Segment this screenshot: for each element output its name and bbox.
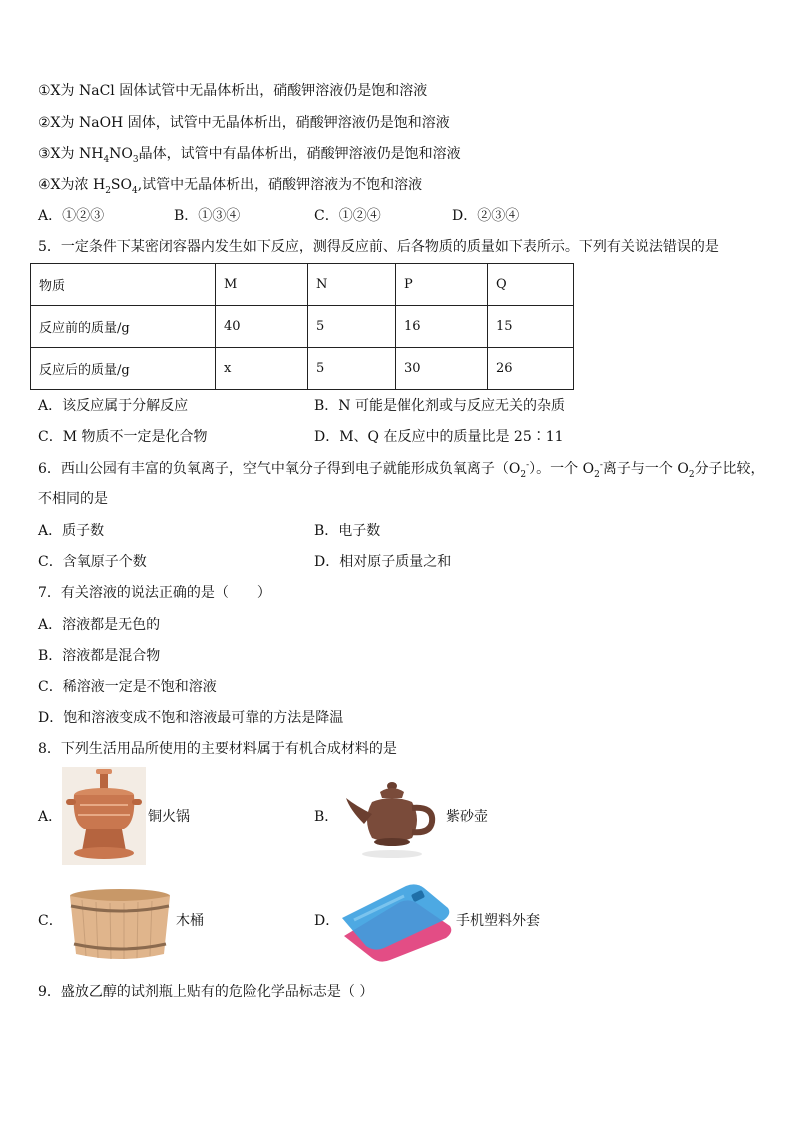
plastic-phone-case-image <box>340 882 454 962</box>
table-cell: 5 <box>308 348 396 390</box>
copper-hotpot-image <box>62 767 146 865</box>
table-cell: 反应后的质量/g <box>31 348 216 390</box>
q7-stem: 7．有关溶液的说法正确的是（ ） <box>38 585 271 601</box>
q9-stem: 9．盛放乙醇的试剂瓶上贴有的危险化学品标志是（ ） <box>38 984 374 1000</box>
q4-item-2: ②X为 NaOH 固体，试管中无晶体析出，硝酸钾溶液仍是饱和溶液 <box>38 115 450 131</box>
table-cell: Q <box>488 264 574 306</box>
table-cell: 30 <box>396 348 488 390</box>
clay-teapot-image <box>342 780 442 860</box>
q6-stem-line2: 不相同的是 <box>38 491 108 507</box>
table-row <box>31 306 574 348</box>
q7-option-b: B．溶液都是混合物 <box>38 648 161 664</box>
table-cell: 物质 <box>31 264 216 306</box>
q8-option-c-letter: C． <box>38 913 63 929</box>
q8-option-b-letter: B． <box>314 809 339 825</box>
q5-option-b: B．N 可能是催化剂或与反应无关的杂质 <box>314 398 565 414</box>
table-cell: x <box>216 348 308 390</box>
table-cell: 16 <box>396 306 488 348</box>
table-cell: 5 <box>308 306 396 348</box>
table-row <box>31 348 574 390</box>
q6-stem: 6．西山公园有丰富的负氧离子，空气中氧分子得到电子就能形成负氧离子$(O_2^-)$。一个 $O_2^-$离子与一个 $O_2$分子比较， <box>38 460 765 480</box>
table-cell: M <box>216 264 308 306</box>
q6-option-a: A．质子数 <box>38 523 105 539</box>
q8-stem: 8．下列生活用品所使用的主要材料属于有机合成材料的是 <box>38 741 397 757</box>
table-cell: 40 <box>216 306 308 348</box>
q7-option-c: C．稀溶液一定是不饱和溶液 <box>38 679 217 695</box>
table-cell: P <box>396 264 488 306</box>
q4-item-3: ③X为 $NH_4NO_3$晶体，试管中有晶体析出，硝酸钾溶液仍是饱和溶液 <box>38 146 461 165</box>
q5-option-d: D．M、Q 在反应中的质量比是 25∶11 <box>314 429 564 445</box>
q6-option-d: D．相对原子质量之和 <box>314 554 452 570</box>
q6-option-b: B．电子数 <box>314 523 381 539</box>
wooden-bucket-image <box>66 888 174 964</box>
q5-option-a: A．该反应属于分解反应 <box>38 398 189 414</box>
q8-option-c-label: 木桶 <box>176 913 204 929</box>
q4-item-4: ④X为浓 $H_2SO_4$,试管中无晶体析出，硝酸钾溶液为不饱和溶液 <box>38 177 423 196</box>
table-cell: N <box>308 264 396 306</box>
q8-option-d-letter: D． <box>314 913 340 929</box>
q7-option-a: A．溶液都是无色的 <box>38 617 161 633</box>
q7-option-d: D．饱和溶液变成不饱和溶液最可靠的方法是降温 <box>38 710 344 726</box>
q4-option-b: B．①③④ <box>174 208 241 224</box>
q8-option-d-label: 手机塑料外套 <box>456 913 540 929</box>
q5-stem: 5．一定条件下某密闭容器内发生如下反应，测得反应前、后各物质的质量如下表所示。下列有关说法错误的是 <box>38 239 719 255</box>
q4-option-d: D．②③④ <box>452 208 520 224</box>
q8-option-b-label: 紫砂壶 <box>446 809 488 825</box>
q8-option-a-label: 铜火锅 <box>148 809 190 825</box>
q6-option-c: C．含氧原子个数 <box>38 554 147 570</box>
table-cell: 26 <box>488 348 574 390</box>
q5-option-c: C．M 物质不一定是化合物 <box>38 429 208 445</box>
table-cell: 15 <box>488 306 574 348</box>
table-cell: 反应前的质量/g <box>31 306 216 348</box>
table-row <box>31 264 574 306</box>
q8-option-a-letter: A． <box>38 809 63 825</box>
q4-item-1: ①X为 NaCl 固体试管中无晶体析出，硝酸钾溶液仍是饱和溶液 <box>38 83 428 99</box>
q5-mass-table <box>30 263 574 390</box>
q4-option-c: C．①②④ <box>314 208 381 224</box>
q4-option-a: A．①②③ <box>38 208 105 224</box>
